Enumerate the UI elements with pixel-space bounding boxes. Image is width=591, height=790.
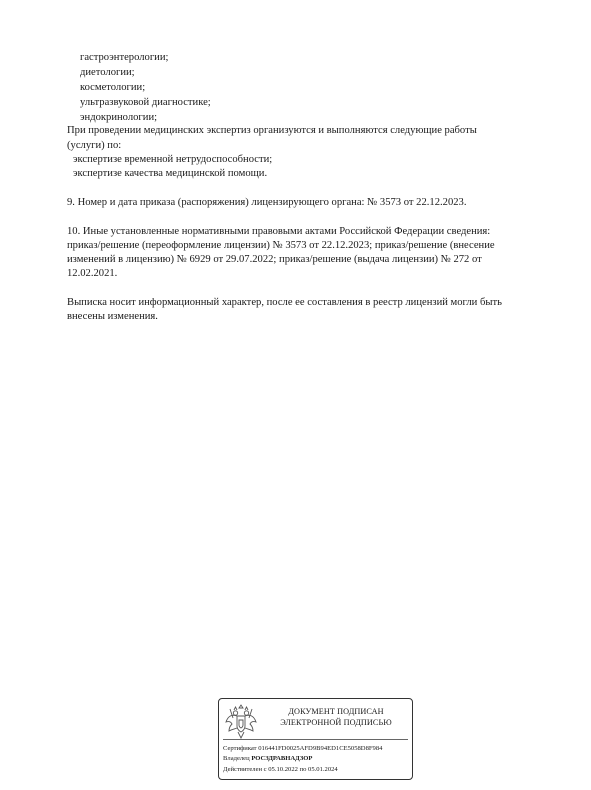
- stamp-title: [263, 706, 409, 728]
- list-item: эндокринологии;: [80, 112, 158, 123]
- item-10-line: изменений в лицензию) № 6929 от 29.07.2022; приказ/решение (выдача лицензии) № 272 от: [67, 254, 482, 265]
- notice-line: Выписка носит информационный характер, после ее составления в реестр лицензий могли быть: [67, 297, 502, 308]
- stamp-owner-label: Владелец: [223, 755, 250, 762]
- item-10-line: 10. Иные установленные нормативными правовыми актами Российской Федерации сведения:: [67, 226, 491, 237]
- stamp-validity: Действителен с 05.10.2022 по 05.01.2024: [223, 766, 338, 773]
- double-headed-eagle-emblem-icon: [224, 704, 258, 740]
- list-item: диетологии;: [80, 67, 135, 78]
- notice-line: внесены изменения.: [67, 311, 158, 322]
- electronic-signature-stamp: [218, 698, 413, 780]
- stamp-certificate-value: 016441FD0025AFD9B94ED1CE5058D8F984: [258, 745, 383, 752]
- stamp-title-line: ЭЛЕКТРОННОЙ ПОДПИСЬЮ: [280, 718, 392, 727]
- stamp-owner: [223, 754, 312, 763]
- stamp-title-line: ДОКУМЕНТ ПОДПИСАН: [288, 707, 384, 716]
- item-10-line: 12.02.2021.: [67, 268, 118, 279]
- stamp-divider: [223, 739, 408, 740]
- item-9-order-number: 9. Номер и дата приказа (распоряжения) лицензирующего органа: № 3573 от 22.12.2023.: [67, 197, 467, 208]
- list-item: косметологии;: [80, 82, 146, 93]
- item-10-line: приказ/решение (переоформление лицензии) № 3573 от 22.12.2023; приказ/решение (внесение: [67, 240, 495, 251]
- expertise-intro-line: При проведении медицинских экспертиз организуются и выполняются следующие работы: [67, 125, 477, 136]
- stamp-certificate: [223, 744, 382, 753]
- expertise-intro-line: (услуги) по:: [67, 140, 122, 151]
- stamp-certificate-label: Сертификат: [223, 745, 257, 752]
- list-item: ультразвуковой диагностике;: [80, 97, 211, 108]
- stamp-owner-value: РОСЗДРАВНАДЗОР: [251, 755, 313, 762]
- list-item: экспертизе качества медицинской помощи.: [73, 168, 268, 179]
- list-item: гастроэнтерологии;: [80, 52, 169, 63]
- list-item: экспертизе временной нетрудоспособности;: [73, 154, 273, 165]
